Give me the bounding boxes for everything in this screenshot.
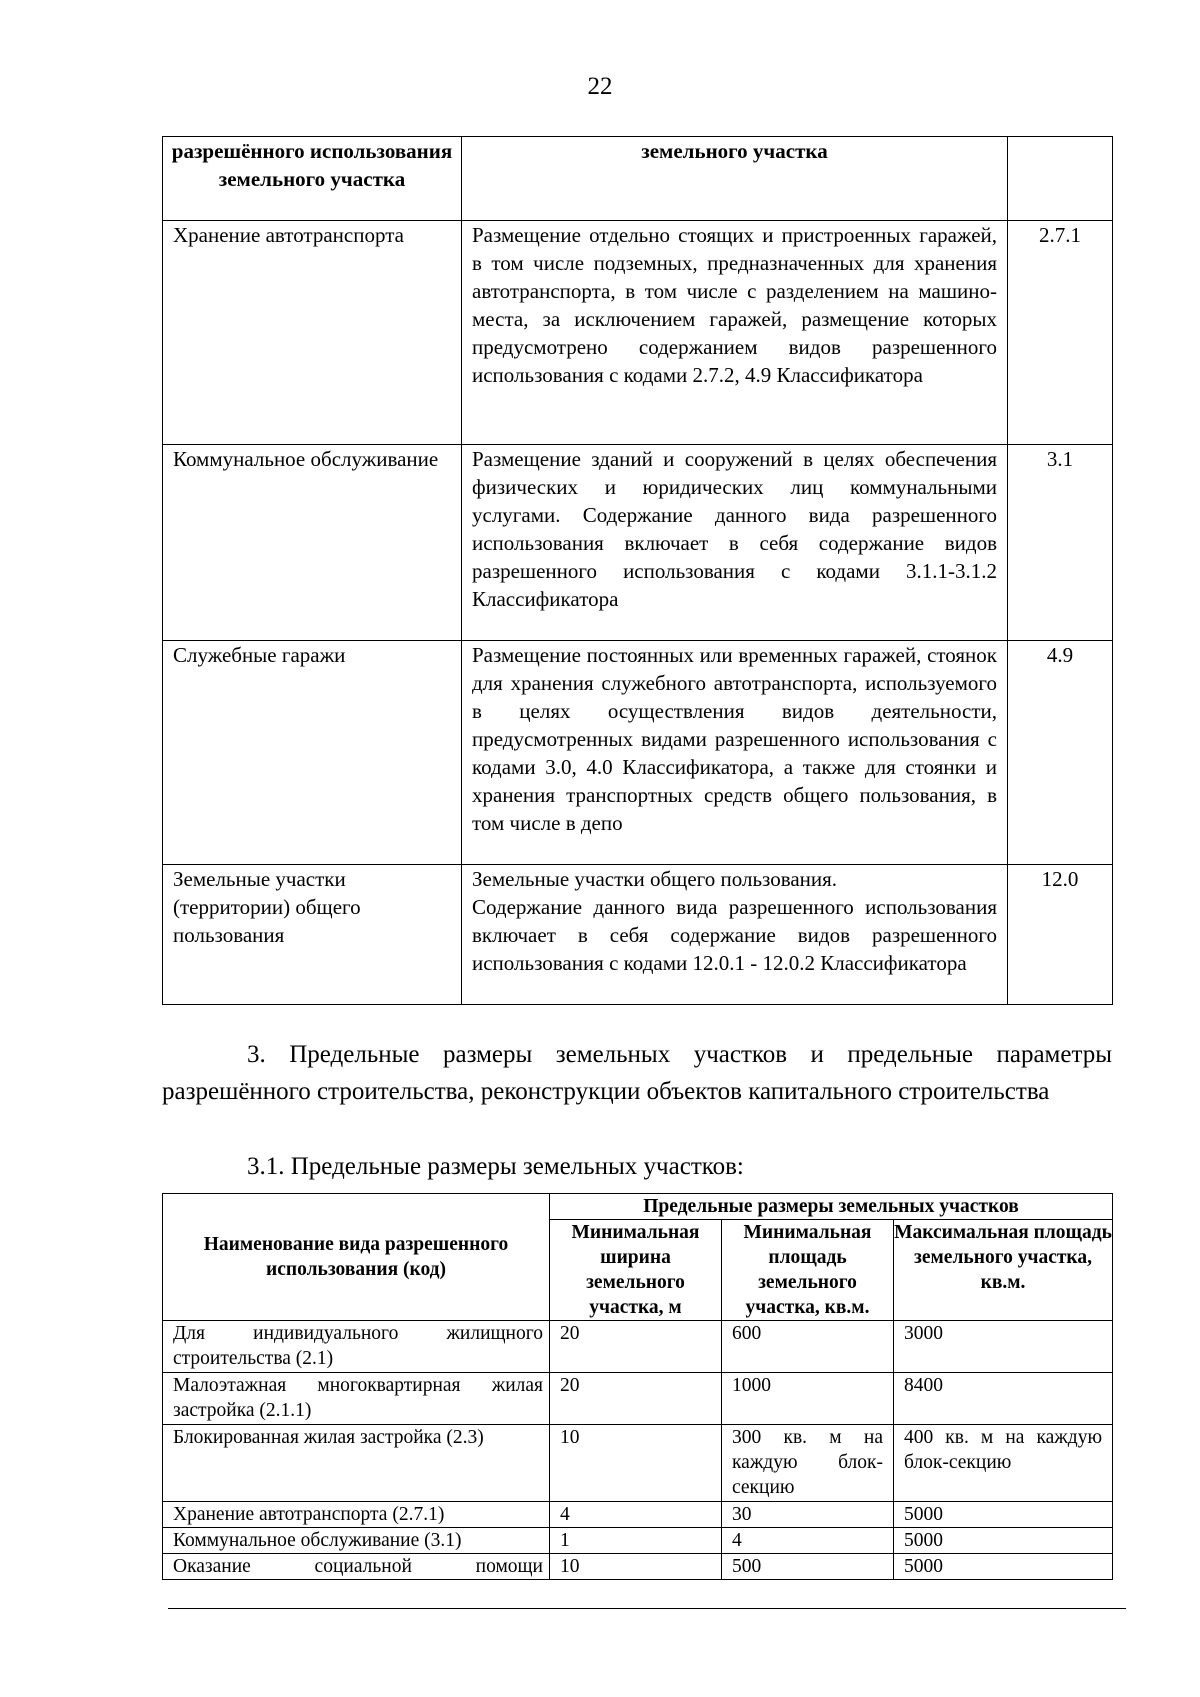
table-row xyxy=(163,1502,1113,1528)
min-width-value: 4 xyxy=(550,1502,722,1528)
header-cell-max-area: Максимальная площадь земельного участка, кв.м. xyxy=(894,1220,1113,1321)
table-header-row xyxy=(163,1194,1113,1220)
description-line: Земельные участки общего пользования. xyxy=(472,867,838,891)
use-type-name: Для индивидуального жилищного строительства (2.1) xyxy=(163,1321,550,1373)
max-area-value: 3000 xyxy=(894,1321,1113,1373)
use-type-name: Коммунальное обслуживание (3.1) xyxy=(163,1528,550,1554)
footer-divider xyxy=(168,1608,1126,1609)
use-type-code: 12.0 xyxy=(1008,865,1113,1005)
min-width-value: 10 xyxy=(550,1425,722,1502)
header-cell-code xyxy=(1008,137,1113,221)
table-row xyxy=(163,1321,1113,1373)
table-row xyxy=(163,1528,1113,1554)
use-type-description: Размещение отдельно стоящих и пристроенных гаражей, в том числе подземных, предназначенных для хранения автотранспорта, в том числе с разделением на машино-места, за исключением гаражей, размещение которых предусмотрено содержанием видов разрешенного использования с кодами 2.7.2, 4.9 Классификатора xyxy=(462,221,1008,445)
header-cell-min-area: Минимальная площадь земельного участка, кв.м. xyxy=(722,1220,894,1321)
min-width-value: 1 xyxy=(550,1528,722,1554)
min-width-value: 20 xyxy=(550,1373,722,1425)
use-type-name: Земельные участки (территории) общего пользования xyxy=(163,865,462,1005)
use-type-description xyxy=(462,865,1008,1005)
section-heading: 3. Предельные размеры земельных участков и предельные параметры разрешённого строительства, реконструкции объектов капитального строительства xyxy=(162,1041,1112,1105)
use-type-code: 4.9 xyxy=(1008,641,1113,865)
max-area-value: 5000 xyxy=(894,1528,1113,1554)
table-row xyxy=(163,865,1113,1005)
max-area-value: 5000 xyxy=(894,1502,1113,1528)
min-area-value: 4 xyxy=(722,1528,894,1554)
table-header-row xyxy=(163,137,1113,221)
min-area-value: 30 xyxy=(722,1502,894,1528)
max-area-value: 5000 xyxy=(894,1554,1113,1580)
use-type-name: Блокированная жилая застройка (2.3) xyxy=(163,1425,550,1502)
min-width-value: 10 xyxy=(550,1554,722,1580)
use-type-description: Размещение зданий и сооружений в целях обеспечения физических и юридических лиц коммунальными услугами. Содержание данного вида разрешенного использования включает в себя содержание видов разрешенного использования с кодами 3.1.1-3.1.2 Классификатора xyxy=(462,445,1008,641)
use-type-name: Хранение автотранспорта (2.7.1) xyxy=(163,1502,550,1528)
table-row xyxy=(163,641,1113,865)
table-row xyxy=(163,1554,1113,1580)
use-type-name: Служебные гаражи xyxy=(163,641,462,865)
min-area-value: 1000 xyxy=(722,1373,894,1425)
min-width-value: 20 xyxy=(550,1321,722,1373)
use-type-name: Хранение автотранспорта xyxy=(163,221,462,445)
header-cell-use-type: Наименование вида разрешенного использования (код) xyxy=(163,1194,550,1321)
min-area-value: 500 xyxy=(722,1554,894,1580)
header-cell-use-type: разрешённого использования земельного участка xyxy=(163,137,462,221)
use-type-code: 2.7.1 xyxy=(1008,221,1113,445)
use-type-description: Размещение постоянных или временных гаражей, стоянок для хранения служебного автотранспорта, используемого в целях осуществления видов деятельности, предусмотренных видами разрешенного использования с кодами 3.0, 4.0 Классификатора, а также для стоянки и хранения транспортных средств общего пользования, в том числе в депо xyxy=(462,641,1008,865)
header-cell-min-width: Минимальная ширина земельного участка, м xyxy=(550,1220,722,1321)
max-area-value: 8400 xyxy=(894,1373,1113,1425)
header-cell-description: земельного участка xyxy=(462,137,1008,221)
land-plot-limits-table xyxy=(162,1193,1113,1580)
description-line: Содержание данного вида разрешенного использования включает в себя содержание видов разрешенного использования с кодами 12.0.1 - 12.0.2 Классификатора xyxy=(472,895,997,975)
land-use-types-table xyxy=(162,136,1113,1005)
section-subheading: 3.1. Предельные размеры земельных участков: xyxy=(247,1153,744,1180)
use-type-name: Коммунальное обслуживание xyxy=(163,445,462,641)
use-type-name: Малоэтажная многоквартирная жилая застройка (2.1.1) xyxy=(163,1373,550,1425)
use-type-code: 3.1 xyxy=(1008,445,1113,641)
min-area-value: 600 xyxy=(722,1321,894,1373)
table-row xyxy=(163,1425,1113,1502)
min-area-value: 300 кв. м на каждую блок-секцию xyxy=(722,1425,894,1502)
header-cell-group: Предельные размеры земельных участков xyxy=(550,1194,1113,1220)
page-number: 22 xyxy=(587,73,613,100)
use-type-name: Оказание социальной помощи xyxy=(163,1554,550,1580)
max-area-value: 400 кв. м на каждую блок-секцию xyxy=(894,1425,1113,1502)
table-row xyxy=(163,1373,1113,1425)
table-row xyxy=(163,221,1113,445)
table-row xyxy=(163,445,1113,641)
